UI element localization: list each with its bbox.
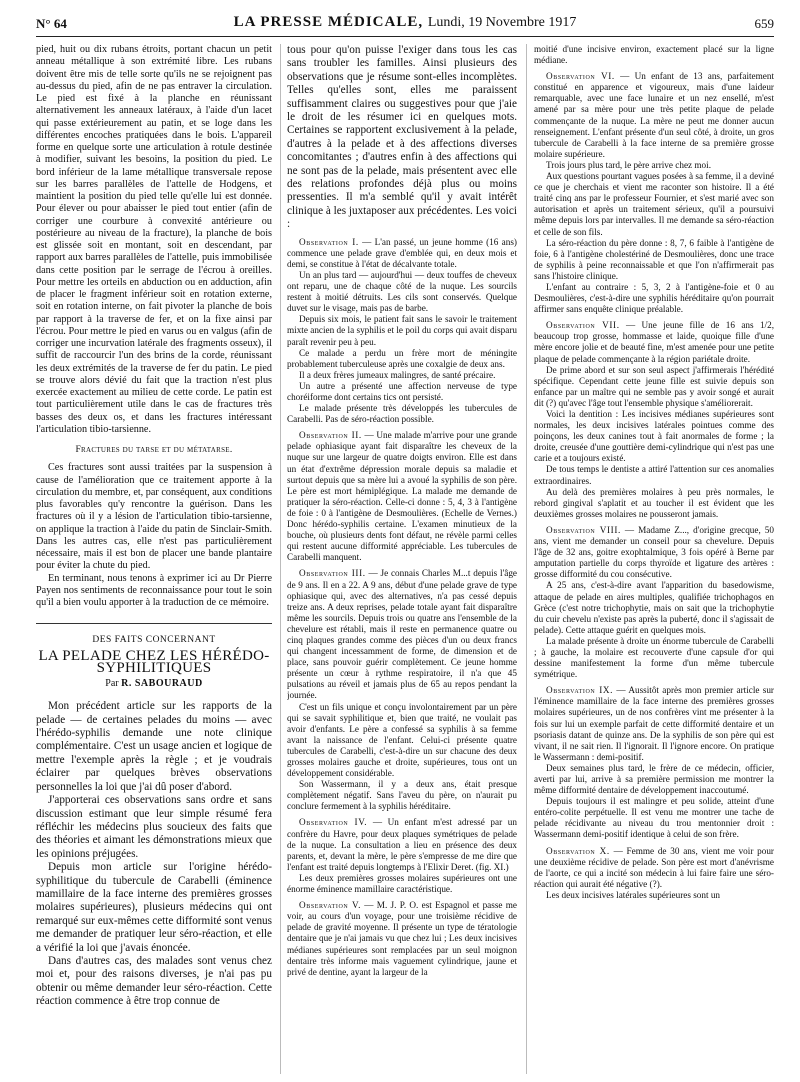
paragraph: Mon précédent article sur les rapports de la pelade — de certaines pelades du moins — avec l'hérédo-syphilis demande une note clinique complémentaire. C'est un usage ancien et logique de mettre l'exemple après la règle ; et je voudrais éclairer par quelques brèves observations personnelles la loi que j'ai dû poser d'abord.: [36, 700, 272, 793]
byline-prefix: Par: [105, 678, 119, 689]
paragraph: Depuis six mois, le patient fait sans le savoir le traitement mixte ancien de la syphilis et le poil du corps qui avait disparu paraît revenir peu à peu.: [287, 314, 517, 347]
column-1: [36, 44, 272, 1074]
paragraph: Un an plus tard — aujourd'hui — deux touffes de cheveux ont reparu, une de chaque côté de la nuque. Les sourcils restent à moitié détruits. Les cils sont conservés. Quelque duvet sur le visage, mais pas de barbe.: [287, 269, 517, 314]
observation-label: Observation VI.: [546, 71, 615, 82]
paragraph: Un autre a présenté une affection nerveuse de type choréiforme dont certains tics ont persisté.: [287, 380, 517, 402]
observation: Observation III. — Je connais Charles M...t depuis l'âge de 9 ans. Il en a 22. A 9 ans, début d'une pelade grave de type ophiasique qui, avec des alternatives, n'a pas cessé depuis treize ans. A deux reprises, pelade totale ayant fait disparaître même les sourcils. Depuis trois ou quatre ans l'ensemble de la chevelure est rétabli, mais il reste en permanence quatre ou cinq plaques grandes comme des pièces d'un ou deux francs qui changent incessamment de forme, de dimension et de place, sans pouvoir guérir complètement. Ce jeune homme présente un cœur à rythme respiratoire, il n'a que 45 pulsations au réveil et jamais plus de 65 au repos pendant la journée.: [287, 568, 517, 701]
paragraph: moitié d'une incisive environ, exactement placé sur la ligne médiane.: [534, 44, 774, 66]
page-number: 659: [754, 16, 774, 31]
paragraph: Trois jours plus tard, le père arrive chez moi.: [546, 159, 711, 170]
paragraph: Les deux incisives latérales supérieures sont un: [546, 889, 721, 900]
paragraph: De prime abord et sur son seul aspect j'affirmerais l'hérédité spécifique. Cependant cette jeune fille est suivie depuis son enfance par un maître qui ne semble pas y avoir songé et aurait dit (?) qu'avec l'âge tout l'ensemble physique s'améliorerait.: [534, 364, 774, 408]
masthead: [36, 14, 774, 31]
paragraph: De tous temps le dentiste a attiré l'attention sur ces anomalies extraordinaires.: [534, 464, 774, 486]
observation-label: Observation V.: [299, 900, 361, 911]
article-byline: [36, 678, 272, 690]
observation: Observation IV. — Un enfant m'est adressé par un confrère du Havre, pour deux plaques symétriques de pelade de la nuque. La consultation a lieu en présence des deux parents, et, devant la mère, le père s'empresse de me dire que l'enfant est traité depuis longtemps à l'Elixir Deret. (fig. XI.): [287, 817, 517, 872]
observations: [287, 237, 517, 978]
paragraph: Voici la dentition : Les incisives médianes supérieures sont normales, les deux incisives latérales pointues comme des poinçons, les deux canines tout à fait anormales de forme ; la droite, creusée d'une gouttière demi-cylindrique qui n'est pas une carie et a toujours existé.: [534, 409, 774, 464]
observation-label: Observation X.: [546, 845, 610, 856]
paragraph: tous pour qu'on puisse l'exiger dans tous les cas sans troubler les familles. Ainsi plusieurs des observations que je résume sont-elles incomplètes. Telles qu'elles sont, elles me paraissent suffisamment claires ou suggestives pour que j'aie le droit de les résumer ici en quelques mots. Certaines se rapportent exclusivement à la pelade, d'autres à la pelade et à des affections diverses concomitantes ; d'autres enfin à des affections qui ne sont pas de la pelade, mais présentent avec elle des relations profondes déjà plus ou moins pressenties. Il m'a semblé qu'il y avait intérêt clinique à les juxtaposer aux précédentes. Les voici :: [287, 44, 517, 231]
paragraph: Les deux premières grosses molaires supérieures ont une énorme éminence mamillaire caractéristique.: [287, 872, 517, 895]
column-divider: [526, 44, 527, 1074]
observation-label: Observation IV.: [299, 817, 368, 828]
page-header: [36, 14, 774, 37]
observation: Observation I. — L'an passé, un jeune homme (16 ans) commence une pelade grave d'emblée qui, en deux mois et demi, se constitue à l'état de décalvante totale.: [287, 236, 517, 269]
article-separator: [36, 623, 272, 624]
article-kicker: DES FAITS CONCERNANT: [92, 635, 216, 646]
paragraph: Deux semaines plus tard, le frère de ce médecin, officier, averti par lui, arrive à sa première permission me montrer la même difformité dentaire de développement inaccoutumé.: [534, 762, 774, 796]
paragraph: La séro-réaction du père donne : 8, 7, 6 faible à l'antigène de foie, 6 à l'antigène cholestériné de Desmoulières, donc une trace de syphilis à peine reconnaissable et que l'on n'affirmerait pas sans l'histoire clinique.: [534, 237, 774, 281]
paragraph: Depuis mon article sur l'origine hérédo-syphilitique du tubercule de Carabelli (éminence mamillaire de la face interne des premières grosses molaires supérieures), plusieurs médecins qui ont remarqué sur eux-mêmes cette difformité sont venus me demander de pratiquer leur séro-réaction, et elle a vérifié la loi que j'avais énoncée.: [36, 861, 272, 954]
paragraph: Dans d'autres cas, des malades sont venus chez moi et, pour des raisons diverses, je n'ai pas pu obtenir ou même demander leur séro-réaction. Cette réaction commence à être trop connue de: [36, 954, 272, 1008]
observation-label: Observation VII.: [546, 320, 620, 331]
column-2: [287, 44, 517, 1074]
paragraph: En terminant, nous tenons à exprimer ici au Dr Pierre Payen nos sentiments de reconnaissance pour tout le soin qu'il a bien voulu apporter à la traduction de ce mémoire.: [36, 572, 272, 608]
paragraph: La malade présente à droite un énorme tubercule de Carabelli ; à gauche, la molaire est recouverte d'une capsule d'or qui dessine manifestement la forme d'un même tubercule symétrique.: [534, 635, 774, 680]
paragraph: Au delà des premières molaires à peu près normales, le rebord gingival s'aplatit et au toucher il est évident que les deuxièmes grosses molaires ne pousseront jamais.: [534, 486, 774, 519]
column-3: [534, 44, 774, 1074]
observation-label: Observation I.: [299, 236, 359, 247]
column-divider: [280, 44, 281, 1074]
paragraph: Ce malade a perdu un frère mort de méningite probablement tuberculeuse après une coxalgie de deux ans.: [287, 347, 517, 369]
article-body: [36, 700, 272, 1008]
article-title: LA PELADE CHEZ LES HÉRÉDO-SYPHILITIQUES: [38, 647, 270, 676]
paragraph: pied, huit ou dix rubans étroits, portant chacun un petit anneau métallique à son extrémité libre. Les rubans doivent être mis de telle sorte qu'ils ne se rejoignent pas au-dessus du pied, afin de ne pas entraver la circulation. Le pied est fixé à la planche en réunissant alternativement les anneaux latéraux, à l'aide d'un lacet qui passe extérieurement au patin, et se loge dans les différentes encoches pratiquées dans le bois. L'appareil forme en quelque sorte une articulation à rotule destinée à modifier, suivant les besoins, la position du pied. Le bord inférieur de la lame métallique transversale repose sur les barres parallèles de l'attelle de Hodgens, et maintient la position du pied telle qu'elle lui est donnée. Pour élever ou pour abaisser le pied tout entier (afin de corriger une courbure à convexité antérieure ou postérieure au niveau de la fracture), la planche de bois est glissée soit en montant, soit en descendant, par rapport aux barres parallèles de l'attelle, puis immobilisée dans cette position par le serrage de l'écrou à oreilles. Pour mettre les orteils en abduction ou en adduction, afin de placer le fragment inférieur soit en rotation externe, soit en rotation interne, on fait pivoter la planche de bois par rapport à la traverse de fer, et on la fixe ainsi par l'écrou. Pour mettre le pied en varus ou en valgus (afin de corriger une incurvation latérale des fragments osseux), il suffit de raccourcir l'un des brins de la corde, réunissant les deux extrémités de la traverse de fer du patin. Le pied se trouve alors dévié du fait que la traction n'est plus exercée exactement au milieu de cette corde. Le patin est tout particulièrement utile dans le cas de fractures très basses des deux os, et dans les fractures intéressant l'articulation tibio-tarsienne.: [36, 44, 272, 435]
observation: Observation VII. — Une jeune fille de 16 ans 1/2, beaucoup trop grosse, hommasse et laide, quoique fille d'une mère encore jolie et de beauté fine, m'est amenée pour une petite plaque de pelade commençante à la région pariétale droite.: [534, 320, 774, 364]
observation-label: Observation VIII.: [546, 524, 621, 535]
paragraph: Aux questions pourtant vagues posées à sa femme, il a deviné ce que je cherchais et vient me raconter son histoire. Il a été traité cinq ans par le professeur Fournier, et s'est marié avec son autorisation et après un traitement sérieux, qu'il a poursuivi même depuis lors par intervalles. Il me demande sa séro-réaction et celle de son fils.: [534, 171, 774, 237]
paragraph: Son Wassermann, il y a deux ans, était presque complètement négatif. Sans l'aveu du père, on n'aurait pu conclure fermement à la syphilis héréditaire.: [287, 779, 517, 812]
observation: Observation X. — Femme de 30 ans, vient me voir pour une deuxième récidive de pelade. Son père est mort d'anévrisme de l'aorte, ce qui a incité son médecin à lui faire faire une séro-réaction qui aurait été négative (?).: [534, 845, 774, 889]
article-body: [287, 44, 517, 232]
section-heading: Fractures du tarse et du métatarse.: [75, 445, 233, 455]
article-author: R. SABOURAUD: [121, 678, 203, 689]
paragraph: Depuis toujours il est malingre et peu solide, atteint d'une entéro-colite perpétuelle. Il est venu me montrer une tache de pelade récidivante au niveau du trou mentonnier droit : Wassermann demi-positif identique à celui de son frère.: [534, 796, 774, 840]
paragraph: J'apporterai ces observations sans ordre et sans discussion estimant que leur simple résumé fera réfléchir les médecins plus soucieux des faits que des théories et aimant les démonstrations mieux que les opinions préjugées.: [36, 794, 272, 860]
paragraph: Ces fractures sont aussi traitées par la suspension à cause de l'amélioration que ce traitement apporte à la circulation du membre, et, par conséquent, aux conditions plus favorables qu'y rencontre la guérison. Dans les fractures où il y a lésion de l'articulation tibio-tarsienne, on applique la traction à l'aide du patin de Sinclair-Smith. Dans les autres cas, elle n'est pas particulièrement nécessaire, mais il est bon de placer une bande plantaire pour éviter la chute du pied.: [36, 462, 272, 572]
journal-name: LA PRESSE MÉDICALE,: [233, 14, 424, 30]
issue-number: N° 64: [36, 16, 67, 31]
paragraph: Il a deux frères jumeaux malingres, de santé précaire.: [299, 369, 496, 380]
observation: Observation II. — Une malade m'arrive pour une grande pelade ophiasique ayant fait disparaître les cheveux de la nuque sur une largeur de quatre doigts environ. Elle est dans un état d'extrême dépression morale depuis sa maladie et surtout depuis que sa mère lui a avoué la syphilis de son père. Le père est mort hémiplégique. La malade me demande de pratiquer la séro-réaction. Celle-ci donne : 5, 4, 3 à l'antigène de foie : 0 à l'antigène de Desmoulières. (Echelle de Vernes.) Donc hérédo-syphilis certaine. L'examen minutieux de la bouche, où plusieurs dents font défaut, ne révèle parmi celles qui restent aucune difformité appréciable. Les tubercules de Carabelli manquent.: [287, 430, 517, 563]
observation-label: Observation II.: [299, 430, 362, 441]
issue-date: Lundi, 19 Novembre 1917: [427, 15, 577, 30]
paragraph: Le malade présente très développés les tubercules de Carabelli. Pas de séro-réaction possible.: [287, 403, 517, 425]
paragraph: A 25 ans, c'est-à-dire avant l'apparition du basedowisme, attaque de pelade en aires multiples, qualifiée trichophagos en Grèce (c'est notre trichophytie, mais on sait que la trichophytie du cuir chevelu n'existe pas après la puberté, donc il s'agissait de pelade). Cette attaque guérit en quelques mois.: [534, 580, 774, 635]
observation: Observation VI. — Un enfant de 13 ans, parfaitement constitué en apparence et vigoureux, mais d'une laideur remarquable, avec une face lunaire et un nez ensellé, m'est amené par sa mère pour une très petite plaque de pelade commençante de la nuque. La mère ne peut me donner aucun renseignement. L'enfant présente d'un seul côté, à droite, un gros tubercule de Carabelli à la face interne de sa première grosse molaire supérieure.: [534, 71, 774, 159]
observation: Observation V. — M. J. P. O. est Espagnol et passe me voir, au cours d'un voyage, pour une troisième récidive de pelade de gravité moyenne. Il présente un type de tératologie dentaire que je n'ai jamais vu que chez lui ; Les deux incisives médianes supérieures sont remplacées par un seul moignon dentaire très informe mais vaguement cylindrique, jaune et privé de dentine, ayant la largeur de la: [287, 900, 517, 977]
observation-label: Observation III.: [299, 568, 366, 579]
observation: Observation IX. — Aussitôt après mon premier article sur l'éminence mamillaire de la face interne des premières grosses molaires supérieures, un de nos confrères vint me présenter à la fois sur lui un exemple parfait de cette difformité dentaire et un psoriasis datant de quinze ans. De la syphilis de son père qui est vivant, il ne sait rien. Il l'ignorait. Il l'ignore encore. On pratique le Wassermann : demi-positif.: [534, 685, 774, 762]
observations: [534, 44, 774, 901]
paragraph: C'est un fils unique et conçu involontairement par un père qui se savait syphilitique et, bien que traité, ne voulait pas avoir d'enfants. Le père a confessé sa syphilis à sa femme avant la naissance de l'enfant. Celui-ci présente quatre tubercules de Carabelli, c'est-à-dire un sur chacune des deux grosses molaires gauche et droite, supérieures, tous ont un développement considérable.: [287, 701, 517, 779]
observation: Observation VIII. — Madame Z..., d'origine grecque, 50 ans, vient me demander un conseil pour sa chevelure. Depuis l'âge de 32 ans, goitre exophtalmique, 3 fois opéré à Berne par amputation partielle du corps thyroïde et ligature des artères : grosse difformité du cou consécutive.: [534, 524, 774, 580]
paragraph: L'enfant au contraire : 5, 3, 2 à l'antigène-foie et 0 au Desmoulières, c'est-à-dire une syphilis héréditaire qu'on pourrait affirmer sans enquête clinique préalable.: [534, 281, 774, 315]
observation-label: Observation IX.: [546, 685, 614, 696]
